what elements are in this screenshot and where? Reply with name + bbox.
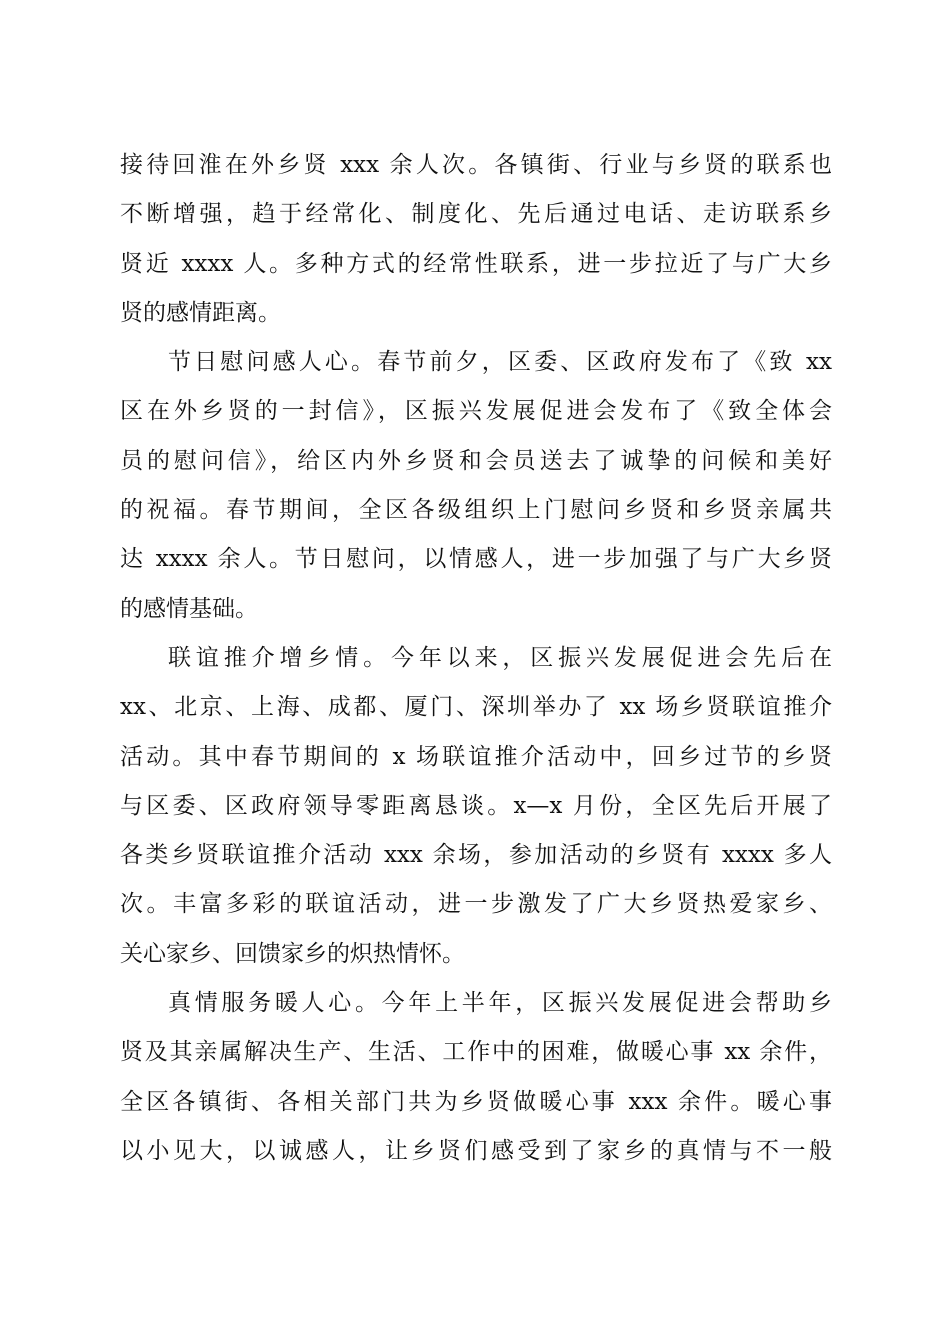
- text-line: 节日慰问感人心。春节前夕，区委、区政府发布了《致 xx: [168, 349, 832, 376]
- text-line: 的感情基础。: [120, 595, 258, 622]
- text-line: 活动。其中春节期间的 x 场联谊推介活动中，回乡过节的乡贤: [120, 743, 832, 770]
- text-line: 与区委、区政府领导零距离恳谈。x—x 月份，全区先后开展了: [120, 792, 832, 819]
- text-line: 不断增强，趋于经常化、制度化、先后通过电话、走访联系乡: [120, 201, 832, 228]
- text-line: 联谊推介增乡情。今年以来，区振兴发展促进会先后在: [168, 644, 832, 671]
- paragraph-3: [120, 634, 832, 979]
- text-line: 真情服务暖人心。今年上半年，区振兴发展促进会帮助乡: [168, 990, 832, 1017]
- text-line: 达 xxxx 余人。节日慰问，以情感人，进一步加强了与广大乡贤: [120, 546, 832, 573]
- text-line: 关心家乡、回馈家乡的炽热情怀。: [120, 940, 465, 967]
- paragraph-1: [120, 141, 832, 338]
- text-line: xx、北京、上海、成都、厦门、深圳举办了 xx 场乡贤联谊推介: [120, 694, 832, 721]
- text-line: 贤近 xxxx 人。多种方式的经常性联系，进一步拉近了与广大乡: [120, 250, 832, 277]
- text-line: 的祝福。春节期间，全区各级组织上门慰问乡贤和乡贤亲属共: [120, 497, 832, 524]
- text-line: 接待回淮在外乡贤 xxx 余人次。各镇街、行业与乡贤的联系也: [120, 152, 832, 178]
- paragraph-4: [120, 979, 832, 1176]
- text-line: 贤的感情距离。: [120, 299, 281, 326]
- paragraph-2: [120, 338, 832, 634]
- text-line: 员的慰问信》，给区内外乡贤和会员送去了诚挚的问候和美好: [120, 447, 832, 474]
- document-body: [120, 141, 832, 1176]
- text-line: 以小见大，以诚感人，让乡贤们感受到了家乡的真情与不一般: [120, 1137, 832, 1164]
- text-line: 全区各镇街、各相关部门共为乡贤做暖心事 xxx 余件。暖心事: [120, 1088, 832, 1115]
- text-line: 各类乡贤联谊推介活动 xxx 余场，参加活动的乡贤有 xxxx 多人: [120, 842, 832, 869]
- text-line: 次。丰富多彩的联谊活动，进一步激发了广大乡贤热爱家乡、: [120, 891, 832, 918]
- text-line: 区在外乡贤的一封信》，区振兴发展促进会发布了《致全体会: [120, 398, 832, 425]
- text-line: 贤及其亲属解决生产、生活、工作中的困难，做暖心事 xx 余件，: [120, 1039, 832, 1066]
